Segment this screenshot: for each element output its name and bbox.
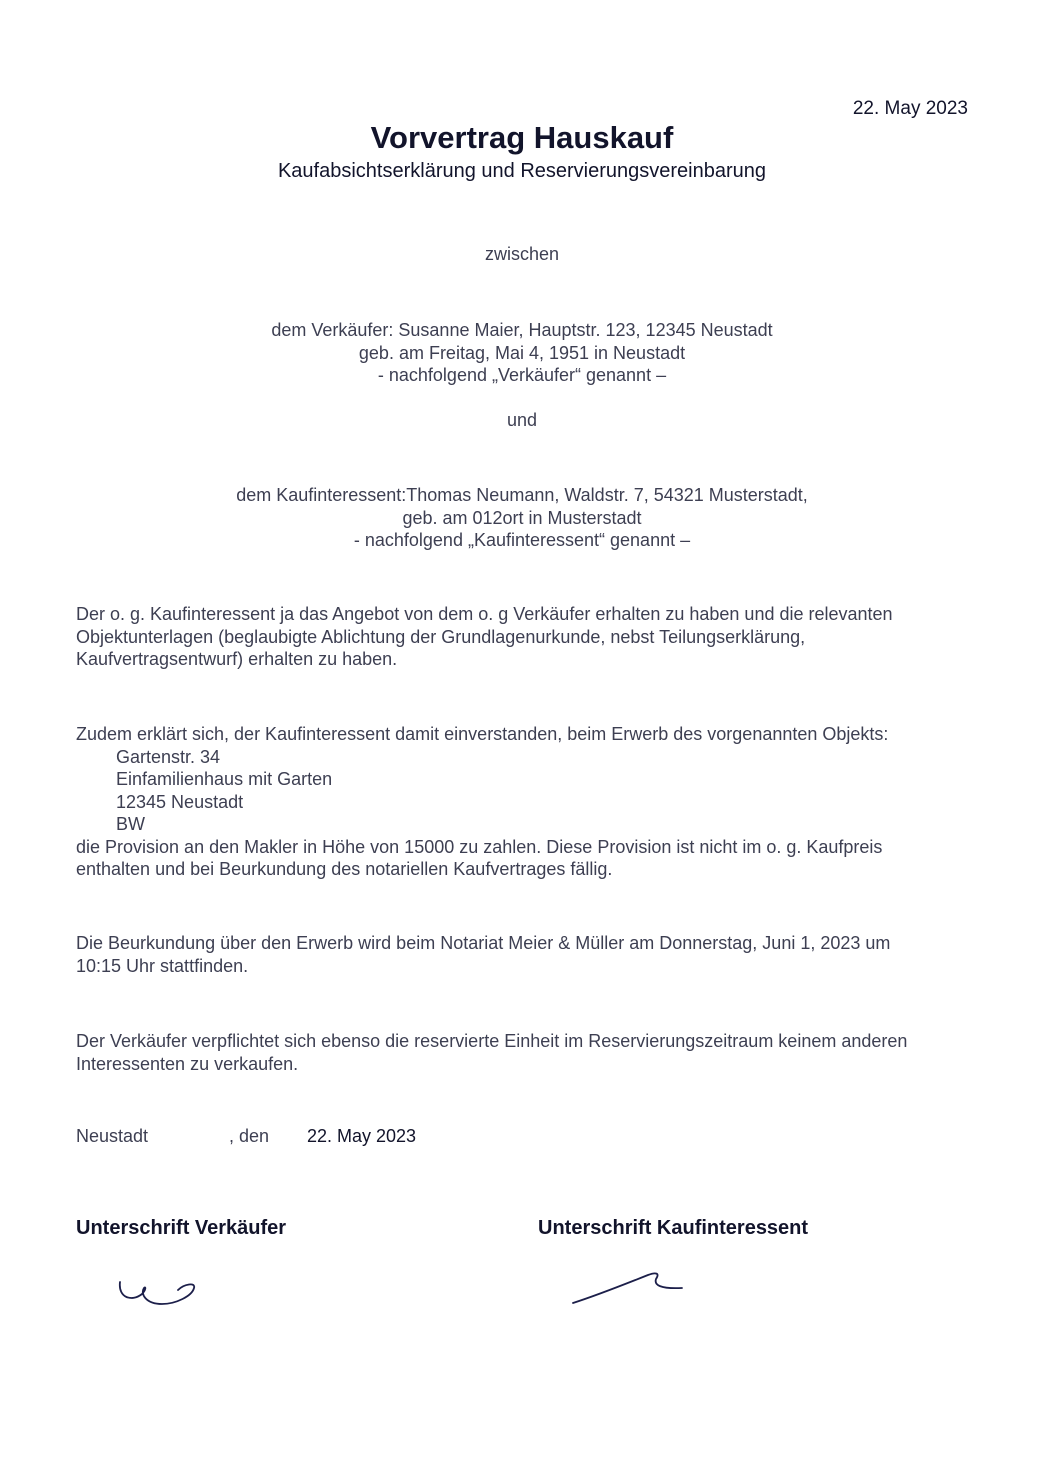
buyer-block (0, 484, 1044, 552)
paragraph-line: Objektunterlagen (beglaubigte Ablichtung der Grundlagenurkunde, nebst Teilungserklärung, (76, 626, 806, 647)
signing-date: 22. May 2023 (307, 1126, 417, 1146)
paragraph-commission (76, 723, 976, 881)
document-subtitle: Kaufabsichtserklärung und Reservierungsvereinbarung (277, 160, 767, 182)
paragraph-offer (76, 603, 976, 671)
seller-signature-image (110, 1270, 210, 1315)
object-state: BW (116, 814, 145, 834)
buyer-signature-label: Unterschrift Kaufinteressent (538, 1217, 809, 1239)
paragraph-line: 10:15 Uhr stattfinden. (76, 955, 249, 976)
document-title: Vorvertrag Hauskauf (370, 120, 674, 155)
paragraph-line: Der Verkäufer verpflichtet sich ebenso die reservierte Einheit im Reservierungszeitraum keinem anderen (76, 1031, 908, 1051)
and-text: und (506, 410, 538, 430)
object-type: Einfamilienhaus mit Garten (116, 769, 333, 789)
buyer-address: dem Kaufinteressent:Thomas Neumann, Waldstr. 7, 54321 Musterstadt, (236, 485, 808, 505)
paragraph-notary (76, 932, 976, 977)
paragraph-line: Interessenten zu verkaufen. (76, 1053, 299, 1074)
document-date: 22. May 2023 (852, 98, 968, 119)
seller-block (0, 319, 1044, 387)
paragraph-line: Der o. g. Kaufinteressent ja das Angebot von dem o. g Verkäufer erhalten zu haben und die relevanten (76, 604, 893, 624)
seller-designation: - nachfolgend „Verkäufer“ genannt – (377, 365, 667, 385)
signing-den: , den (229, 1126, 270, 1146)
paragraph-line: enthalten und bei Beurkundung des notariellen Kaufvertrages fällig. (76, 859, 613, 879)
seller-birth: geb. am Freitag, Mai 4, 1951 in Neustadt (358, 342, 686, 363)
buyer-birth: geb. am 012ort in Musterstadt (402, 507, 642, 528)
paragraph-line: Zudem erklärt sich, der Kaufinteressent damit einverstanden, beim Erwerb des vorgenannten Objekts: (76, 724, 889, 744)
paragraph-line: Kaufvertragsentwurf) erhalten zu haben. (76, 649, 398, 669)
buyer-designation: - nachfolgend „Kaufinteressent“ genannt – (353, 530, 691, 550)
seller-signature-label: Unterschrift Verkäufer (76, 1217, 287, 1239)
paragraph-line: die Provision an den Makler in Höhe von 15000 zu zahlen. Diese Provision ist nicht im o. g. Kaufpreis (76, 836, 883, 857)
object-city: 12345 Neustadt (116, 791, 244, 812)
seller-address: dem Verkäufer: Susanne Maier, Hauptstr. 123, 12345 Neustadt (271, 320, 773, 340)
buyer-signature-image (568, 1265, 693, 1310)
paragraph-line: Die Beurkundung über den Erwerb wird beim Notariat Meier & Müller am Donnerstag, Juni 1, 2023 um (76, 933, 891, 953)
signing-place: Neustadt (76, 1126, 149, 1146)
object-street: Gartenstr. 34 (116, 746, 221, 767)
between-text: zwischen (484, 244, 560, 264)
paragraph-reservation (76, 1030, 976, 1075)
